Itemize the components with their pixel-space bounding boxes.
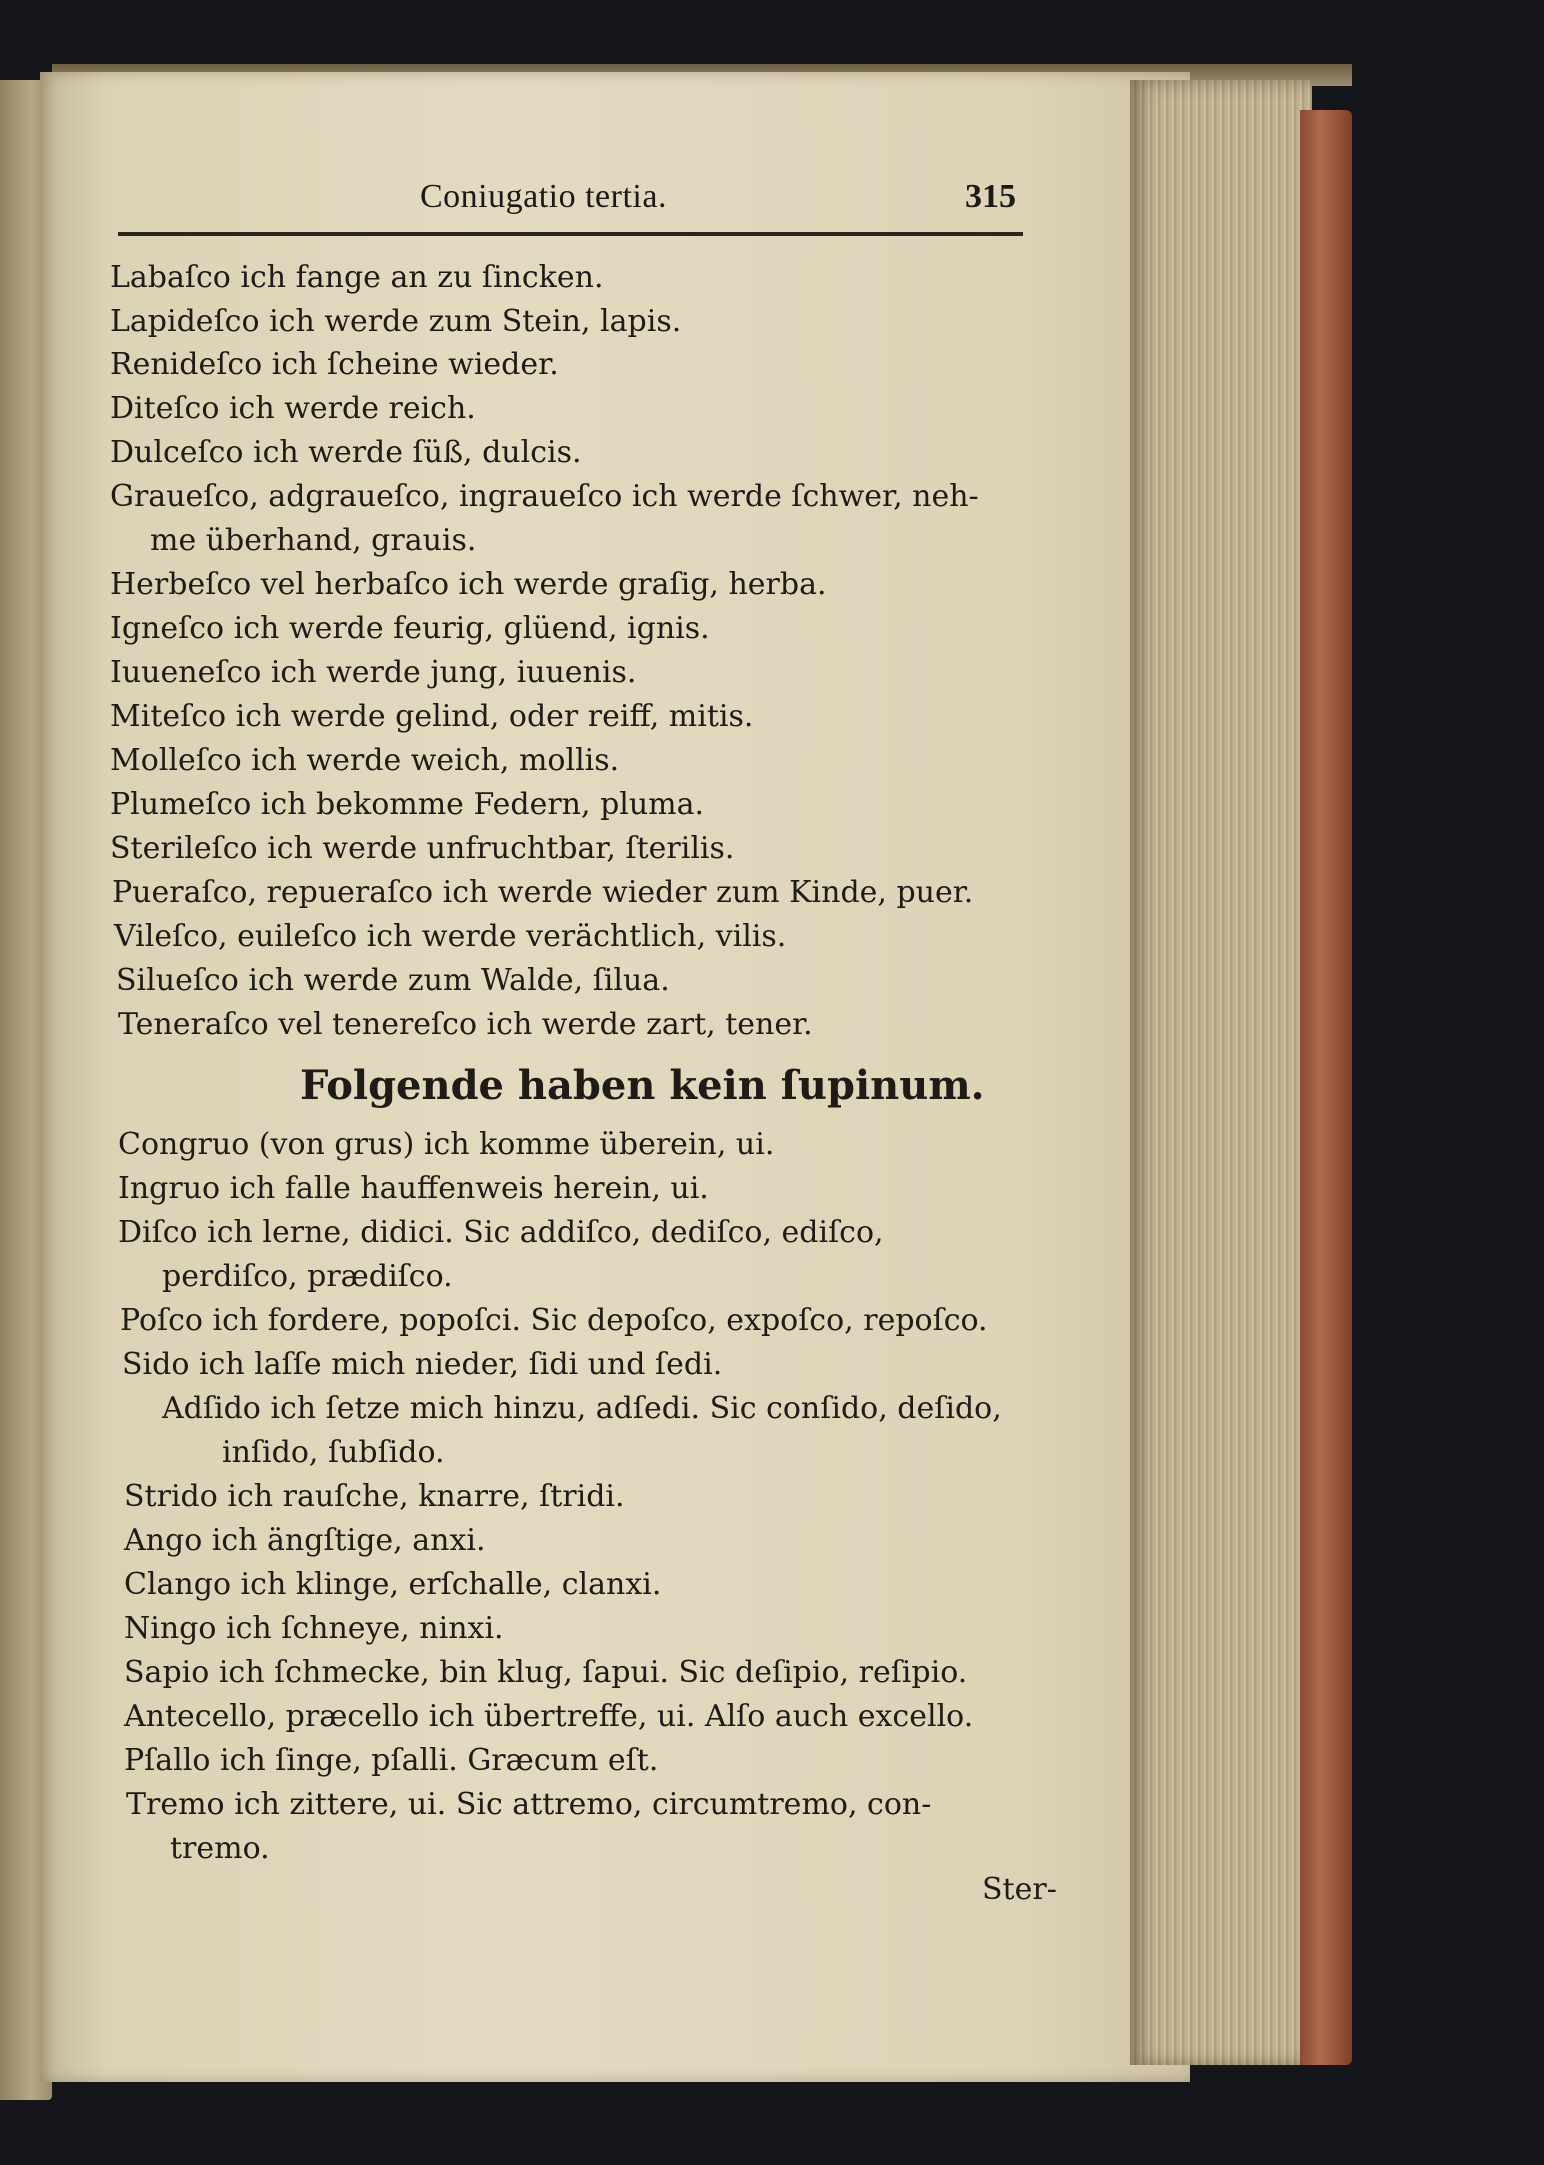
text-line: Sterileſco ich werde unfruchtbar, ſterilis. [110,831,735,866]
text-line: tremo. [170,1831,270,1866]
header-rule [118,232,1023,236]
text-line: Ningo ich ſchneye, ninxi. [124,1611,504,1646]
text-line: Tremo ich zittere, ui. Sic attremo, circumtremo, con- [126,1787,932,1822]
section-heading: Folgende haben kein ſupinum. [300,1062,985,1109]
text-line: me überhand, grauis. [150,523,477,558]
text-line: Teneraſco vel tenereſco ich werde zart, tener. [118,1007,813,1042]
text-line: Molleſco ich werde weich, mollis. [110,743,620,778]
text-line: Pueraſco, repueraſco ich werde wieder zum Kinde, puer. [112,875,974,910]
text-line: Labaſco ich fange an zu ſincken. [110,260,604,295]
text-line: Adſido ich ſetze mich hinzu, adſedi. Sic conſido, deſido, [162,1391,1002,1426]
text-line: Pſallo ich ſinge, pſalli. Græcum eſt. [124,1743,659,1778]
text-line: Silueſco ich werde zum Walde, ſilua. [116,963,670,998]
text-line: Congruo (von grus) ich komme überein, ui. [118,1127,775,1162]
text-line: Sapio ich ſchmecke, bin klug, ſapui. Sic deſipio, reſipio. [124,1655,968,1690]
text-line: Sido ich laſſe mich nieder, ſidi und ſedi. [122,1347,723,1382]
text-line: Dulceſco ich werde ſüß, dulcis. [110,435,582,470]
text-line: Iuueneſco ich werde jung, iuuenis. [110,655,637,690]
text-line: Poſco ich fordere, popoſci. Sic depoſco, expoſco, repoſco. [120,1303,988,1338]
text-line: inſido, ſubſido. [222,1435,445,1470]
text-line: Ingruo ich falle hauffenweis herein, ui. [118,1171,709,1206]
text-line: Diſco ich lerne, didici. Sic addiſco, dediſco, ediſco, [118,1215,884,1250]
text-line: Strido ich rauſche, knarre, ſtridi. [124,1479,625,1514]
text-line: Renideſco ich ſcheine wieder. [110,347,559,382]
text-line: Ango ich ängſtige, anxi. [124,1523,486,1558]
text-line: Antecello, præcello ich übertreffe, ui. Alſo auch excello. [124,1699,974,1734]
text-line: Lapideſco ich werde zum Stein, lapis. [110,304,682,339]
running-header [420,178,1020,228]
text-line: Miteſco ich werde gelind, oder reiff, mitis. [110,699,754,734]
text-line: Clango ich klinge, erſchalle, clanxi. [124,1567,662,1602]
text-line: Diteſco ich werde reich. [110,391,476,426]
catchword: Ster- [982,1872,1057,1907]
text-line: Plumeſco ich bekomme Federn, pluma. [110,787,705,822]
text-line: perdiſco, prædiſco. [162,1259,453,1294]
book-cover-edge [1300,110,1352,2065]
running-title: Coniugatio tertia. [420,178,667,215]
page-number: 315 [965,178,1016,215]
text-line: Igneſco ich werde feurig, glüend, ignis. [110,611,710,646]
text-line: Vileſco, euileſco ich werde verächtlich, vilis. [114,919,787,954]
text-line: Graueſco, adgraueſco, ingraueſco ich werde ſchwer, neh- [110,479,979,514]
page-block-edges [1130,80,1312,2065]
text-line: Herbeſco vel herbaſco ich werde graſig, herba. [110,567,827,602]
